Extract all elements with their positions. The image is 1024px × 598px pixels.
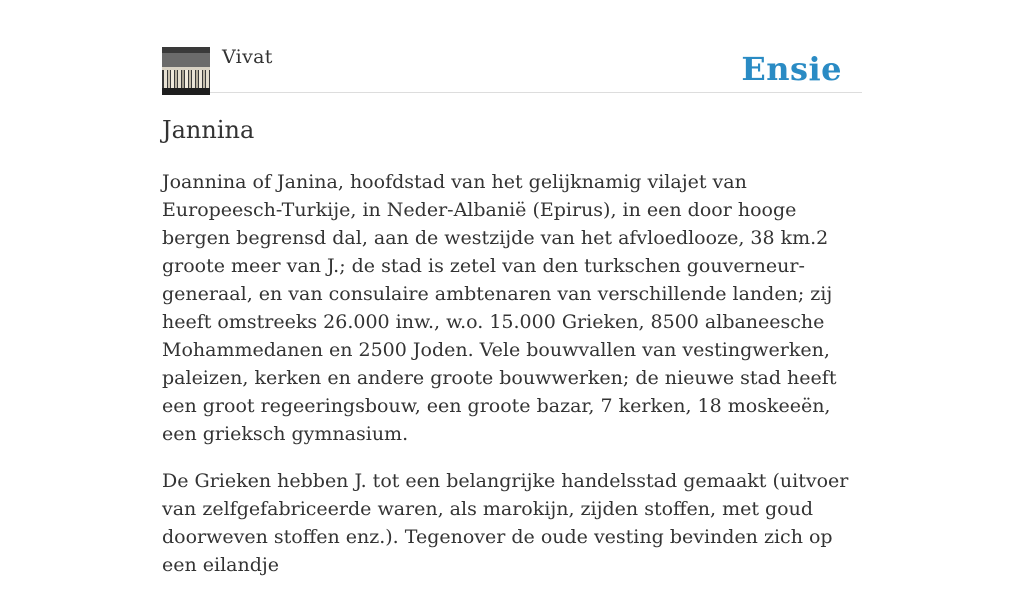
bookshelf-avatar-icon — [162, 47, 210, 95]
page-container — [162, 0, 862, 576]
header — [162, 0, 862, 93]
article-body — [162, 168, 862, 598]
article-paragraph: De Grieken hebben J. tot een belangrijke handelsstad gemaakt (uitvoer van zelfgefabriceerde waren, als marokijn, zijden stoffen, met goud doorweven stoffen enz.). Tegenover de oude vesting bevinden zich op een eilandje — [162, 470, 849, 576]
avatar[interactable] — [162, 47, 210, 95]
brand-logo[interactable]: Ensie — [741, 50, 842, 88]
author-name[interactable]: Vivat — [222, 46, 273, 68]
page-title: Jannina — [162, 116, 255, 144]
article-paragraph: Joannina of Janina, hoofdstad van het gelijknamig vilajet van Europeesch-Turkije, in Neder-Albanië (Epirus), in een door hooge bergen begrensd dal, aan de westzijde van het afvloedlooze, 38 km.2 groote meer van J.; de stad is zetel van den turkschen gouverneur-generaal, en van consulaire ambtenaren van verschillende landen; zij heeft omstreeks 26.000 inw., w.o. 15.000 Grieken, 8500 albaneesche Mohammedanen en 2500 Joden. Vele bouwvallen van vestingwerken, paleizen, kerken en andere groote bouwwerken; de nieuwe stad heeft een groot regeeringsbouw, een groote bazar, 7 kerken, 18 moskeeën, een grieksch gymnasium. — [162, 171, 837, 445]
